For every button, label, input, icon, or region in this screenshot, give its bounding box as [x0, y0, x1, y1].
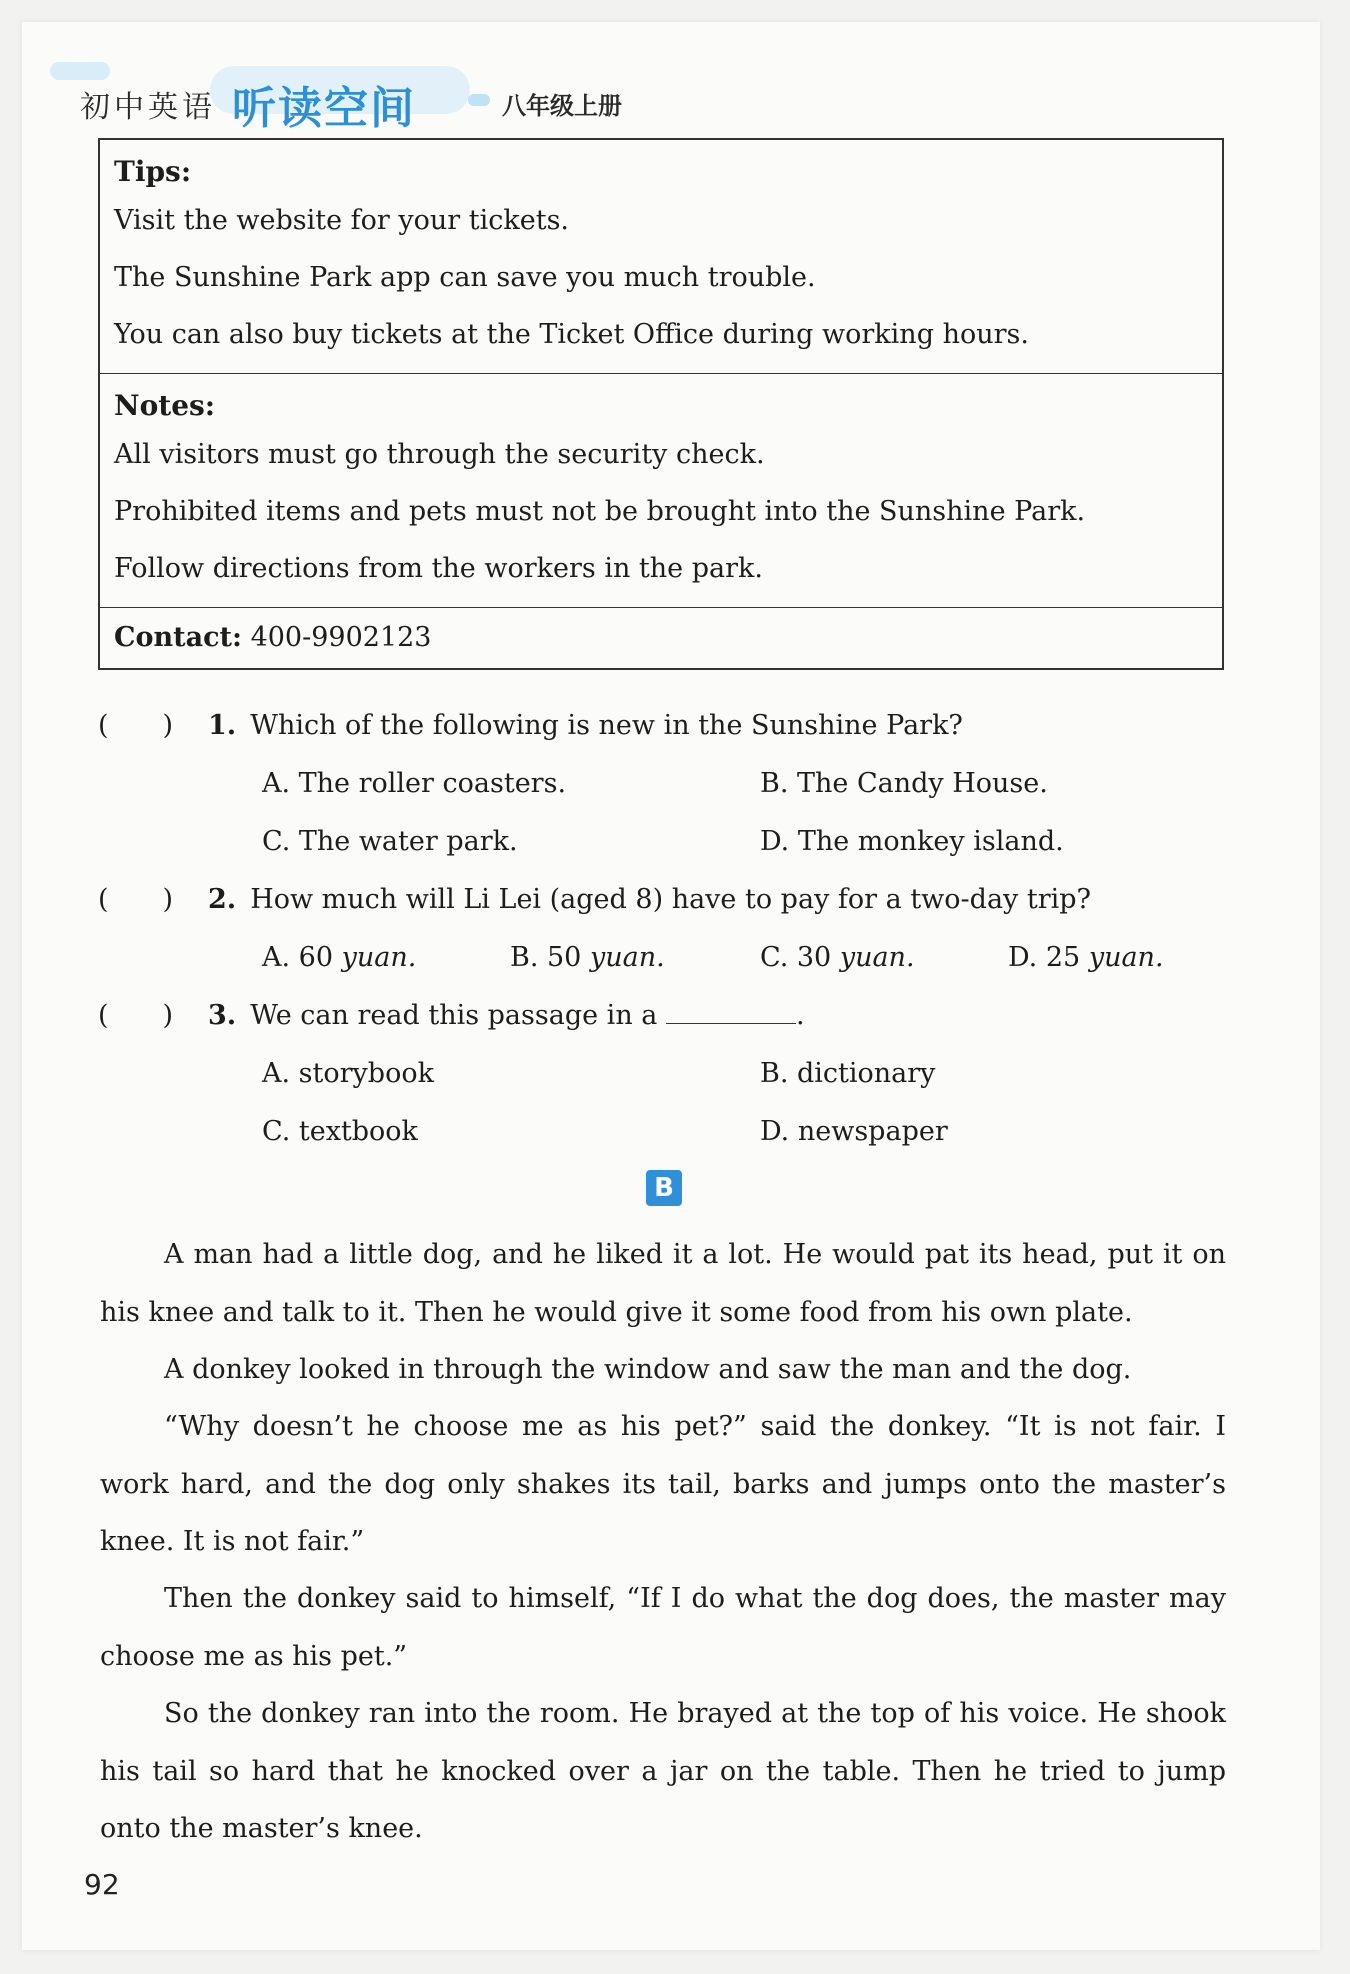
contact-label: Contact: — [114, 622, 242, 653]
notes-section — [100, 374, 1222, 608]
answer-bracket[interactable]: ( ) — [98, 1000, 174, 1031]
option-c: C. The water park. — [262, 826, 518, 857]
passage-paragraph: “Why doesn’t he choose me as his pet?” said the donkey. “It is not fair. I work hard, and the dog only shakes its tail, barks and jumps onto the master’s knee. It is not fair.” — [100, 1411, 1226, 1557]
option-a: A. The roller coasters. — [262, 768, 567, 799]
contact-phone: 400-9902123 — [250, 622, 432, 653]
notes-line: Follow directions from the workers in the park. — [114, 553, 763, 584]
unit-yuan: yuan. — [1088, 942, 1164, 973]
question-text: We can read this passage in a — [250, 1000, 658, 1031]
option-d: D. 25 yuan. — [1008, 942, 1164, 973]
answer-bracket[interactable]: ( ) — [98, 884, 174, 915]
question-text: Which of the following is new in the Sunshine Park? — [250, 710, 963, 741]
tips-title: Tips: — [114, 155, 192, 188]
tips-section — [100, 140, 1222, 374]
notes-line: All visitors must go through the security check. — [114, 439, 765, 470]
option-d: D. newspaper — [760, 1116, 948, 1147]
tips-line: You can also buy tickets at the Ticket Office during working hours. — [114, 319, 1029, 350]
park-info-table — [98, 138, 1224, 670]
question-1 — [98, 706, 1238, 746]
unit-yuan: yuan. — [839, 942, 915, 973]
section-b-badge: B — [646, 1170, 682, 1206]
tips-line: The Sunshine Park app can save you much trouble. — [114, 262, 816, 293]
unit-yuan: yuan. — [589, 942, 665, 973]
contact-section — [100, 608, 1222, 668]
question-number: 1. — [208, 710, 237, 741]
question-text-end: . — [795, 1000, 805, 1031]
option-b: B. dictionary — [760, 1058, 936, 1089]
passage-paragraph: A donkey looked in through the window and saw the man and the dog. — [164, 1354, 1132, 1385]
passage-paragraph: Then the donkey said to himself, “If I do what the dog does, the master may choose me as his pet.” — [100, 1583, 1226, 1672]
grade-label: 八年级上册 — [502, 92, 622, 120]
notes-line: Prohibited items and pets must not be brought into the Sunshine Park. — [114, 496, 1086, 527]
series-logo: 听读空间 — [232, 83, 416, 134]
option-a: A. storybook — [262, 1058, 434, 1089]
page — [22, 22, 1320, 1950]
page-header — [50, 44, 850, 134]
passage-paragraph: So the donkey ran into the room. He brayed at the top of his voice. He shook his tail so hard that he knocked over a jar on the table. Then he tried to jump onto the master’s knee. — [100, 1698, 1226, 1844]
fill-blank[interactable] — [666, 997, 796, 1024]
option-d: D. The monkey island. — [760, 826, 1064, 857]
notes-title: Notes: — [114, 389, 216, 422]
option-c: C. textbook — [262, 1116, 418, 1147]
option-b: B. The Candy House. — [760, 768, 1048, 799]
page-number: 92 — [84, 1868, 120, 1901]
cloud-decoration — [50, 62, 110, 80]
question-2 — [98, 880, 1238, 920]
question-3 — [98, 996, 1238, 1036]
cloud-dot-decoration — [468, 94, 490, 106]
question-text: How much will Li Lei (aged 8) have to pay for a two-day trip? — [250, 884, 1092, 915]
question-number: 2. — [208, 884, 237, 915]
option-c: C. 30 yuan. — [760, 942, 915, 973]
series-title: 初中英语 — [80, 90, 216, 125]
option-a: A. 60 yuan. — [262, 942, 417, 973]
passage-paragraph: A man had a little dog, and he liked it a lot. He would pat its head, put it on his knee and talk to it. Then he would give it some food from his own plate. — [100, 1239, 1226, 1328]
answer-bracket[interactable]: ( ) — [98, 710, 174, 741]
option-b: B. 50 yuan. — [510, 942, 665, 973]
unit-yuan: yuan. — [341, 942, 417, 973]
tips-line: Visit the website for your tickets. — [114, 205, 570, 236]
question-number: 3. — [208, 1000, 237, 1031]
